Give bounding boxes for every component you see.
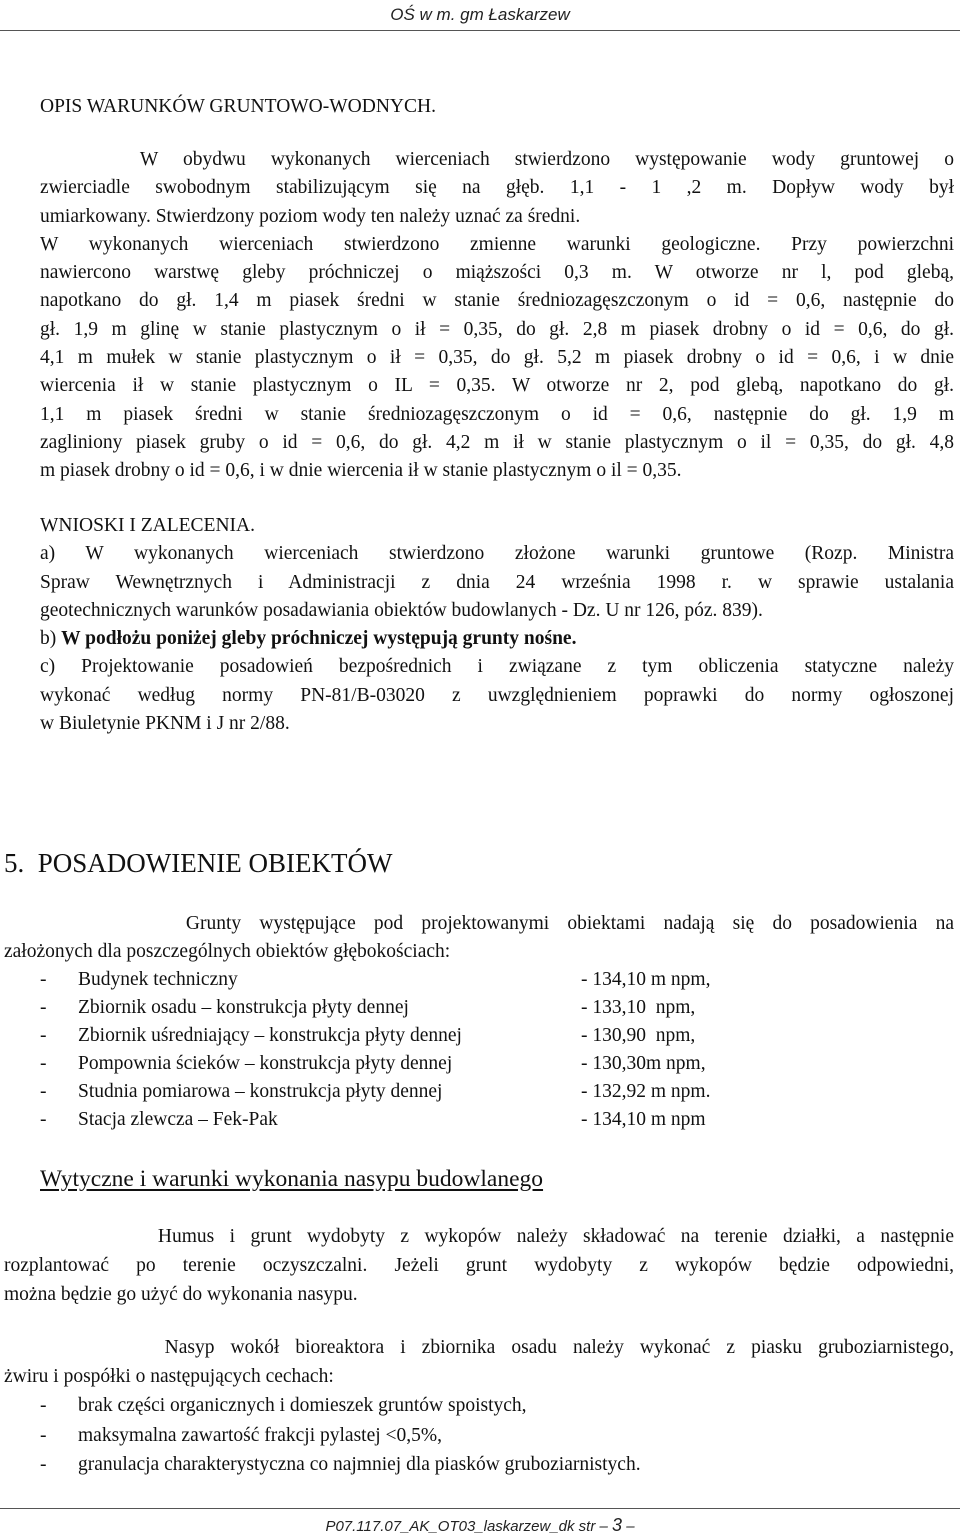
list-item <box>40 966 954 994</box>
object-depth: - 130,90 npm, <box>581 1025 696 1046</box>
conclusions-section <box>40 512 954 738</box>
paragraph-line: m piasek drobny o id = 0,6, i w dnie wiercenia ił w stanie plastycznym o il = 0,35. <box>40 460 682 482</box>
list-item <box>40 1106 954 1134</box>
paragraph-line: Grunty występujące pod projektowanymi obiektami nadają się do posadowienia na <box>4 913 954 934</box>
list-item <box>40 994 954 1022</box>
paragraph-line: Nasyp wokół bioreaktora i zbiornika osadu należy wykonać z piasku gruboziarnistego, <box>4 1337 954 1358</box>
object-depth: - 132,92 m npm. <box>581 1081 711 1102</box>
paragraph-line: umiarkowany. Stwierdzony poziom wody ten należy uznać za średni. <box>40 205 581 227</box>
footer-doc-id: P07.117.07_AK_OT03_laskarzew_dk str – <box>325 1518 613 1535</box>
list-dash: - <box>40 1395 47 1416</box>
header-title: OŚ w m. gm Łaskarzew <box>390 5 570 24</box>
paragraph-line: żwiru i pospółki o następujących cechach: <box>4 1366 334 1387</box>
list-dash: - <box>40 997 47 1018</box>
paragraph-humus <box>4 1222 954 1310</box>
paragraph-line: 1,1 m piasek średni w stanie średniozagęszczonym o id = 0,6, następnie do gł. 1,9 m <box>40 403 954 425</box>
section-title-conditions: OPIS WARUNKÓW GRUNTOWO-WODNYCH. <box>40 96 436 117</box>
conclusion-b-prefix: b) <box>40 628 62 650</box>
paragraph-line: Humus i grunt wydobyty z wykopów należy składować na terenie działki, a następnie <box>4 1226 954 1247</box>
conclusion-b <box>40 625 954 653</box>
conclusions-title: WNIOSKI I ZALECENIA. <box>40 515 255 536</box>
paragraph-line: założonych dla poszczególnych obiektów głębokościach: <box>4 941 451 962</box>
conclusion-a-line: geotechnicznych warunków posadawiania obiektów budowlanych - Dz. U nr 126, póz. 839). <box>40 599 763 621</box>
section-heading-5 <box>4 846 392 880</box>
paragraph-foundation <box>4 910 954 966</box>
list-item <box>40 1022 954 1050</box>
header-divider <box>0 30 960 31</box>
object-depth: - 130,30m npm, <box>581 1053 706 1074</box>
list-item <box>40 1078 954 1106</box>
paragraph-soil-conditions <box>40 146 954 486</box>
conclusion-c-line: wykonać według normy PN-81/B-03020 z uwzględnieniem poprawki do normy ogłoszonej <box>40 684 954 706</box>
paragraph-line: wiercenia ił w stanie plastycznym o IL = 0,35. W otworze nr 2, pod glebą, napotkano do gł. <box>40 375 954 397</box>
paragraph-line: W wykonanych wierceniach stwierdzono zmienne warunki geologiczne. Przy powierzchni <box>40 233 954 255</box>
list-item <box>40 1050 954 1078</box>
page-footer <box>0 1515 960 1536</box>
conclusion-c-line: w Biuletynie PKNM i J nr 2/88. <box>40 713 290 735</box>
object-depth: - 134,10 m npm <box>581 1109 706 1130</box>
object-name: Pompownia ścieków – konstrukcja płyty dennej <box>78 1053 453 1074</box>
list-dash: - <box>40 1025 47 1046</box>
paragraph-line: można będzie go użyć do wykonania nasypu. <box>4 1284 358 1306</box>
footer-divider <box>0 1508 960 1509</box>
object-name: Studnia pomiarowa – konstrukcja płyty dennej <box>78 1081 443 1102</box>
paragraph-line: nawiercono warstwę gleby próchniczej o miąższości 0,3 m. W otworze nr l, pod glebą, <box>40 262 954 284</box>
conclusion-b-text: W podłożu poniżej gleby próchniczej występują grunty nośne. <box>61 628 577 650</box>
object-depth: - 133,10 npm, <box>581 997 696 1018</box>
object-name: Budynek techniczny <box>78 969 238 990</box>
object-name: Stacja zlewcza – Fek-Pak <box>78 1109 278 1130</box>
section-title: POSADOWIENIE OBIEKTÓW <box>37 848 393 878</box>
paragraph-line: rozplantować po terenie oczyszczalni. Jeżeli grunt wydobyty z wykopów będzie odpowiedni, <box>4 1255 954 1277</box>
footer-tail: – <box>622 1518 635 1535</box>
list-dash: - <box>40 1081 47 1102</box>
requirement-text: maksymalna zawartość frakcji pylastej <0,5%, <box>78 1424 443 1446</box>
requirement-text: granulacja charakterystyczna co najmniej dla piasków gruboziarnistych. <box>78 1454 641 1475</box>
list-dash: - <box>40 1454 47 1475</box>
object-name: Zbiornik osadu – konstrukcja płyty dennej <box>78 997 409 1018</box>
objects-list <box>40 966 954 1134</box>
subheading-embankment: Wytyczne i warunki wykonania nasypu budowlanego <box>40 1166 544 1192</box>
conclusion-a-line: Spraw Wewnętrznych i Administracji z dnia 24 września 1998 r. w sprawie ustalania <box>40 571 954 593</box>
conclusion-c-line: c) Projektowanie posadowień bezpośrednich i związane z tym obliczenia statyczne należy <box>40 656 954 678</box>
paragraph-line: 4,1 m mułek w stanie plastycznym o ił = 0,35, do gł. 5,2 m piasek drobny o id = 0,6, i w dnie <box>40 347 954 369</box>
conclusion-a-line: a) W wykonanych wierceniach stwierdzono złożone warunki gruntowe (Rozp. Ministra <box>40 543 954 565</box>
page-number: 3 <box>612 1515 623 1535</box>
paragraph-line: zwierciadle swobodnym stabilizującym się na głęb. 1,1 - 1 ,2 m. Dopływ wody był <box>40 177 954 199</box>
requirement-text: brak części organicznych i domieszek gruntów spoistych, <box>78 1395 527 1416</box>
paragraph-line: zagliniony piasek gruby o id = 0,6, do gł. 4,2 m ił w stanie plastycznym o il = 0,35, do gł. 4,8 <box>40 431 954 453</box>
paragraph-embankment <box>4 1333 954 1391</box>
object-name: Zbiornik uśredniający – konstrukcja płyty dennej <box>78 1025 462 1046</box>
paragraph-line: W obydwu wykonanych wierceniach stwierdzono występowanie wody gruntowej o <box>40 149 954 170</box>
paragraph-line: gł. 1,9 m glinę w stanie plastycznym o ił = 0,35, do gł. 2,8 m piasek drobny o id = 0,6, do gł. <box>40 318 954 340</box>
object-depth: - 134,10 m npm, <box>581 969 711 990</box>
list-dash: - <box>40 969 47 990</box>
section-number: 5. <box>4 848 25 878</box>
list-dash: - <box>40 1109 47 1130</box>
list-dash: - <box>40 1424 47 1446</box>
paragraph-line: napotkano do gł. 1,4 m piasek średni w stanie średniozagęszczonym o id = 0,6, następnie do <box>40 290 954 312</box>
list-dash: - <box>40 1053 47 1074</box>
